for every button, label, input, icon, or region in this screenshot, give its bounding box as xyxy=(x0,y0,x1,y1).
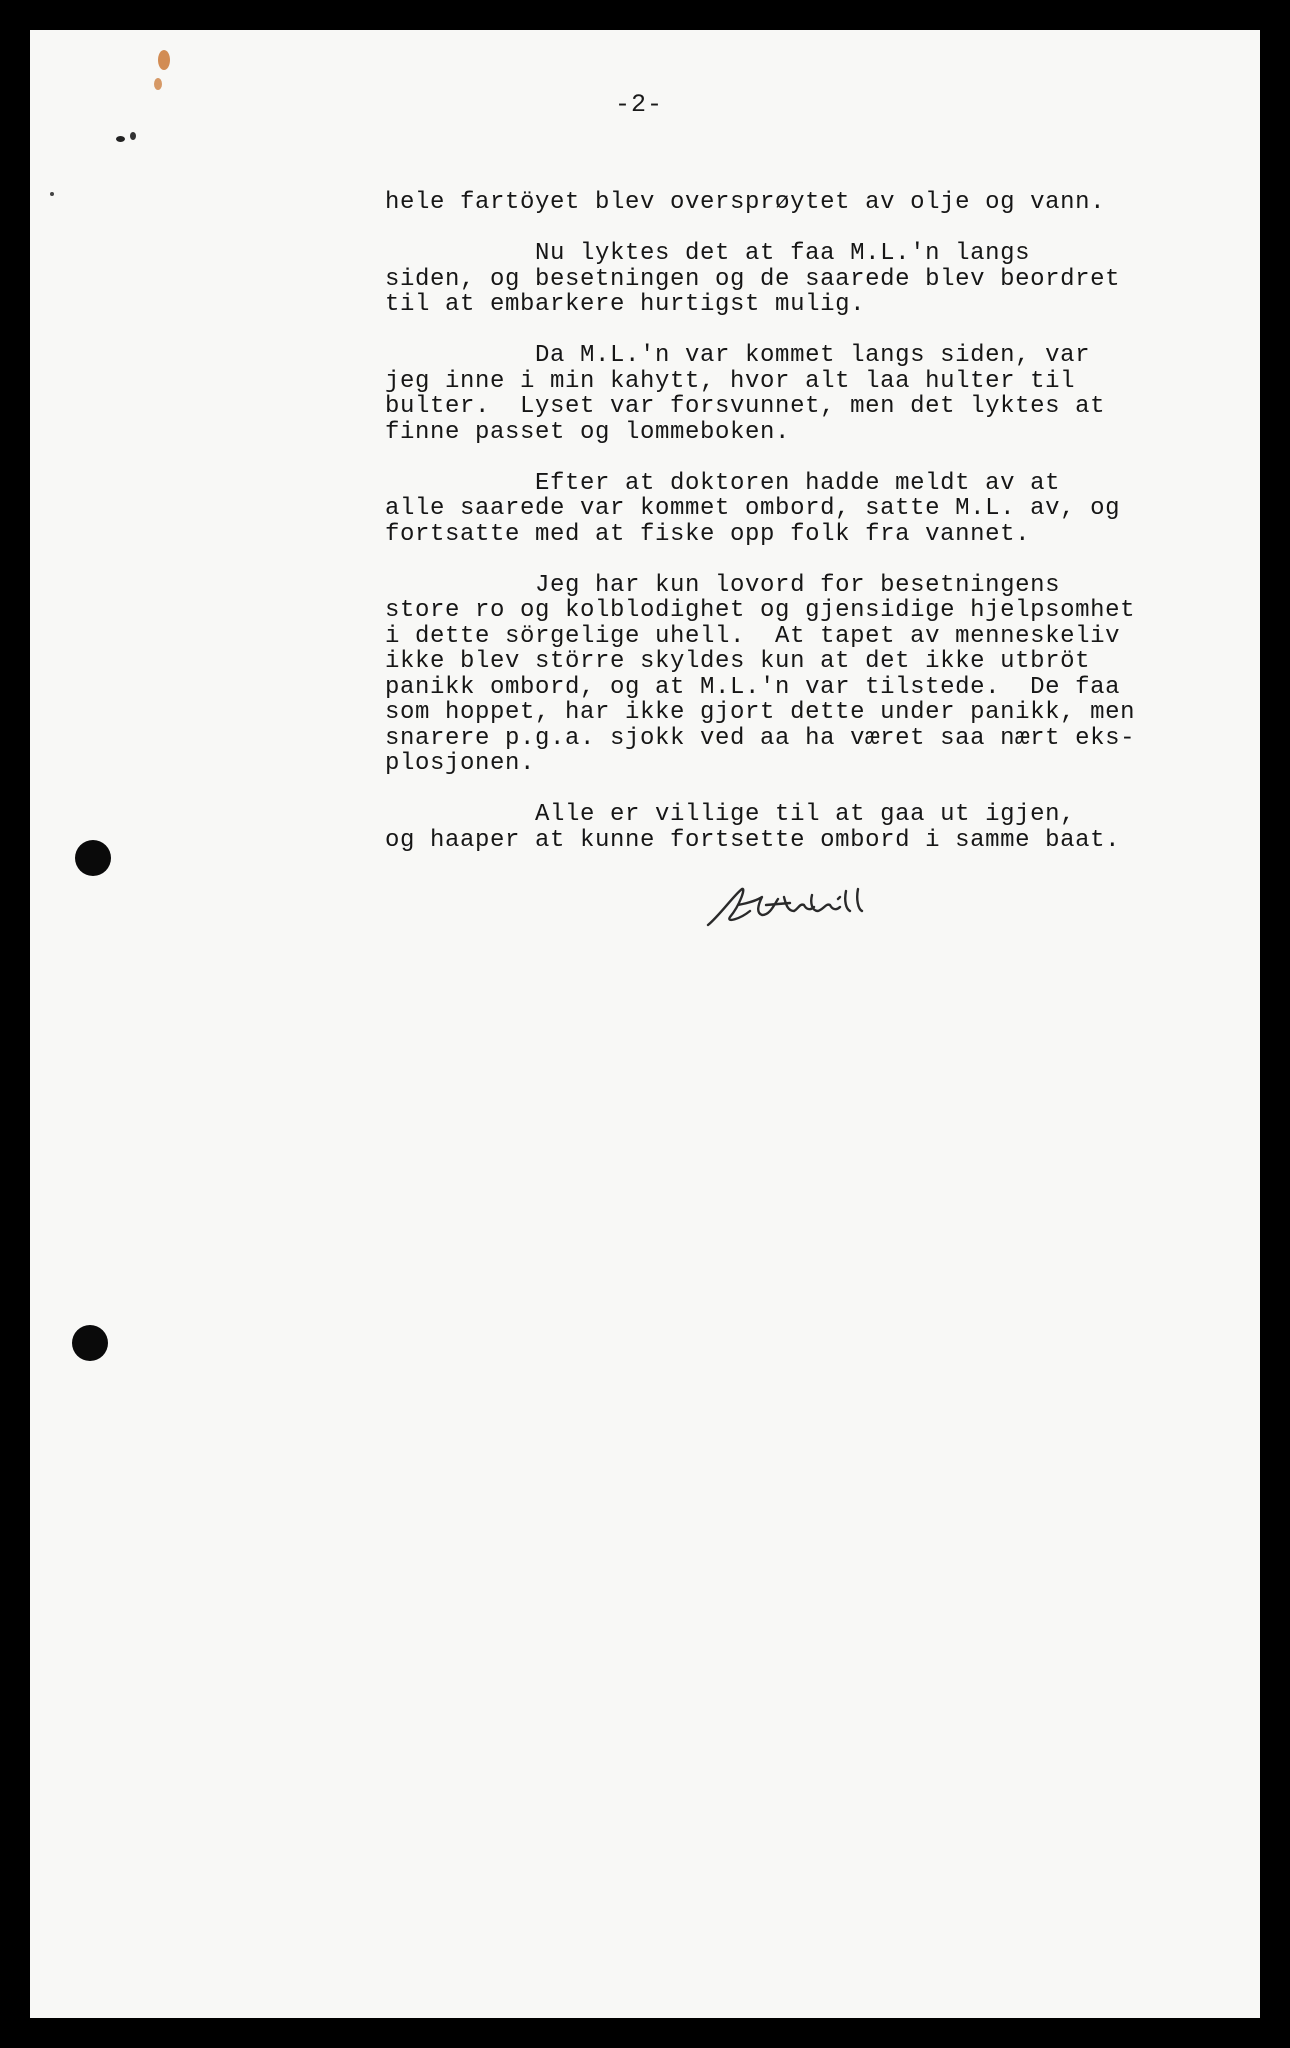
signature-stroke xyxy=(700,875,900,935)
paragraph-3: Da M.L.'n var kommet langs siden, var jeg inne i min kahytt, hvor alt laa hulter til bulter. Lyset var forsvunnet, men det lyktes at finne passet og lommeboken. xyxy=(385,342,1106,446)
rust-stain xyxy=(154,78,162,90)
handwritten-signature xyxy=(700,875,900,935)
ink-speck xyxy=(116,136,125,142)
document-page xyxy=(30,30,1260,2018)
page-number: -2- xyxy=(615,90,664,119)
punch-hole-upper xyxy=(75,840,111,876)
letter-body xyxy=(385,190,1215,853)
paragraph-5: Jeg har kun lovord for besetningens store ro og kolblodighet og gjensidige hjelpsomhet i dette sörgelige uhell. At tapet av menneskeliv ikke blev större skyldes kun at det ikke utbröt panikk ombord, og at M.L.'n var tilstede. De faa som hoppet, har ikke gjort dette under panikk, men snarere p.g.a. sjokk ved aa ha været saa nært eks- plosjonen. xyxy=(385,571,1136,777)
ink-speck xyxy=(50,192,54,196)
paragraph-1: hele fartöyet blev oversprøytet av olje og vann. xyxy=(385,189,1106,216)
paragraph-6: Alle er villige til at gaa ut igjen, og haaper at kunne fortsette ombord i samme baat. xyxy=(385,801,1121,854)
paragraph-4: Efter at doktoren hadde meldt av at alle saarede var kommet ombord, satte M.L. av, og fortsatte med at fiske opp folk fra vannet. xyxy=(385,469,1121,548)
paragraph-2: Nu lyktes det at faa M.L.'n langs siden, og besetningen og de saarede blev beordret til at embarkere hurtigst mulig. xyxy=(385,240,1121,318)
rust-stain xyxy=(158,50,170,70)
ink-speck xyxy=(130,132,136,140)
punch-hole-lower xyxy=(72,1325,108,1361)
